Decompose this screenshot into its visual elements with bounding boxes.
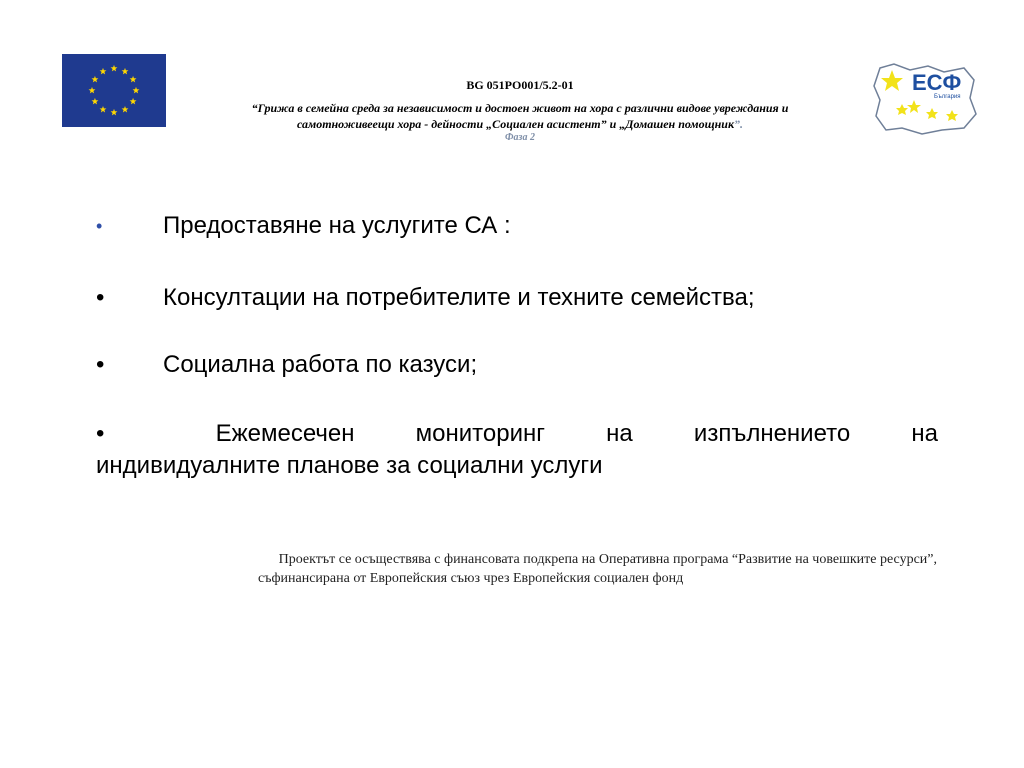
bullet-marker: • <box>96 216 103 236</box>
bullet-word: на <box>606 420 633 447</box>
list-item <box>96 211 938 241</box>
project-title-line2-text: самотноживеещи хора - дейности „Социален асистент” и „Домашен помощник <box>296 117 735 131</box>
project-header <box>180 78 860 144</box>
bullet-text: Социална работа по казуси; <box>163 351 478 378</box>
bullet-word: Ежемесечен <box>215 420 355 447</box>
bullet-marker: • <box>96 420 105 447</box>
funding-line1: Проектът се осъществява с финансовата подкрепа на Оперативна програма “Развитие на човешките ресурси”, <box>278 552 937 567</box>
bullet-marker: • <box>96 284 105 311</box>
funding-line2: съфинансирана от Европейския съюз чрез Европейския социален фонд <box>258 571 684 586</box>
project-title-line1: “Грижа в семейна среда за независимост и достоен живот на хора с различни видове увреждания и <box>251 101 789 115</box>
eu-flag-logo <box>62 54 166 127</box>
project-title-line2-end: ”. <box>734 117 744 131</box>
list-item <box>96 418 938 482</box>
phase-label: Фаза 2 <box>505 132 535 143</box>
bullet-text: Консултации на потребителите и техните семейства; <box>163 284 755 311</box>
project-code: BG 051PO001/5.2-01 <box>466 78 574 92</box>
list-item <box>96 283 938 313</box>
bullet-text: Предоставяне на услугите СА : <box>163 212 511 239</box>
project-title-line2 <box>180 116 860 132</box>
bullet-word: мониторинг <box>415 420 545 447</box>
funding-note <box>120 550 940 588</box>
bullet-line1 <box>96 418 938 450</box>
bullet-line2: индивидуалните планове за социални услуги <box>96 452 603 479</box>
esf-text: ЕСФ <box>912 70 962 95</box>
esf-logo <box>872 58 980 136</box>
bullet-marker: • <box>96 351 105 378</box>
list-item <box>96 350 938 380</box>
esf-subtext: България <box>934 94 961 100</box>
bullet-word: на <box>911 420 938 447</box>
project-title <box>180 100 860 132</box>
bullet-word: изпълнението <box>693 420 851 447</box>
eu-stars-icon <box>62 54 166 127</box>
